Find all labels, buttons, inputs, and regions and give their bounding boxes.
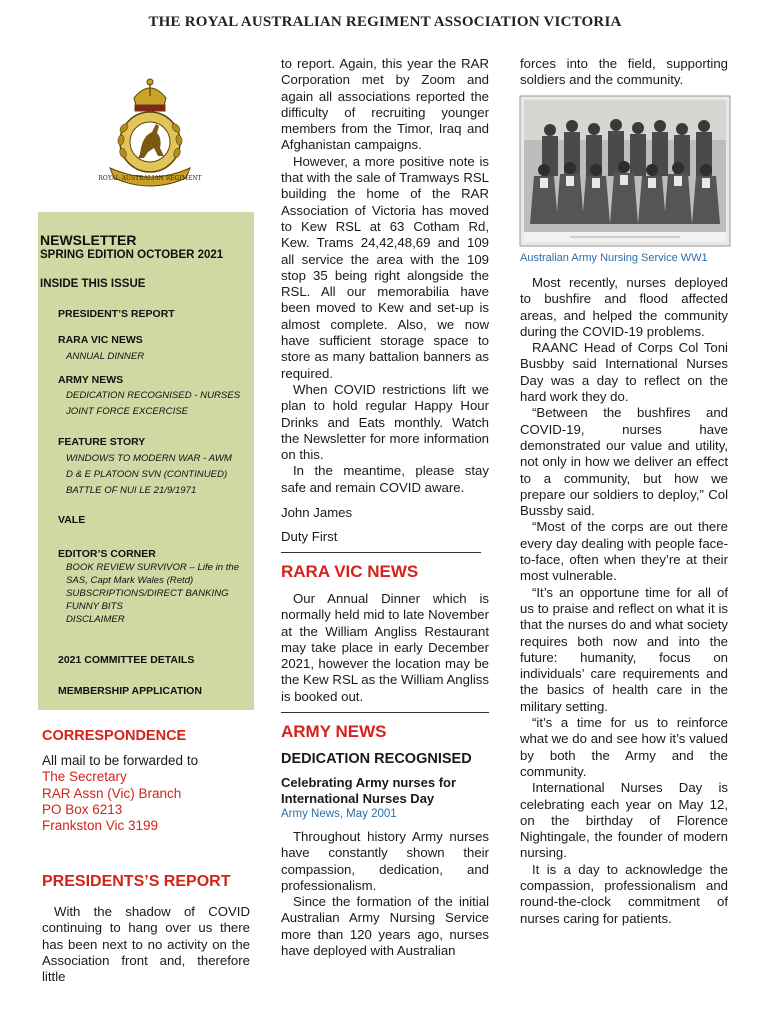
toc-committee: 2021 COMMITTEE DETAILS [58, 654, 195, 666]
toc-editor-item: SUBSCRIPTIONS/DIRECT BANKING [66, 588, 229, 599]
toc-editors-corner: EDITOR’S CORNER [58, 548, 156, 560]
dedication-recognised-heading: DEDICATION RECOGNISED [281, 751, 472, 767]
paragraph: to report. Again, this year the RAR Corporation met by Zoom and again all associations reported the difficulty of recruiting younger members from the Timor, Iraq and Afghanistan campaigns. [281, 56, 489, 153]
table-of-contents-panel [38, 212, 254, 710]
paragraph: When COVID restrictions lift we plan to hold regular Happy Hour Drinks and Eats monthly. Watch the Newsletter for more information on this. [281, 381, 489, 463]
paragraph: However, a more positive note is that with the sale of Tramways RSL building the home of the RAR Association of Victoria has moved to Kew RSL at 63 Cotham Rd, Kew. Trams 24,42,48,69 and 109 all service the area with the 109 stop 35 being right alongside the RSL. All our memorabilia have been moved to Kew and set-up is almost complete. Also, we now have sufficient storage space to store as many battalion banners as required. [281, 153, 489, 381]
address-line: Frankston Vic 3199 [42, 818, 159, 834]
army-news-column-three [520, 275, 728, 927]
section-divider [281, 552, 481, 553]
paragraph: Most recently, nurses deployed to bushfire and flood affected areas, and helped the community during the COVID-19 problems. [520, 275, 728, 339]
paragraph: RAANC Head of Corps Col Toni Busbby said International Nurses Day was a day to reflect on the hard work they do. [520, 340, 728, 405]
signature-title: Duty First [281, 529, 338, 544]
toc-army-news: ARMY NEWS [58, 374, 124, 386]
correspondence-block [42, 753, 198, 834]
toc-feature-item: D & E PLATOON SVN (CONTINUED) [66, 469, 228, 480]
paragraph: In the meantime, please stay safe and remain COVID aware. [281, 463, 489, 495]
correspondence-intro: All mail to be forwarded to [42, 753, 199, 768]
toc-membership: MEMBERSHIP APPLICATION [58, 685, 202, 697]
toc-editor-item: BOOK REVIEW SURVIVOR – Life in the [66, 562, 240, 573]
photo-caption: Australian Army Nursing Service WW1 [520, 252, 708, 264]
toc-editor-item: DISCLAIMER [66, 614, 125, 625]
address-line: RAR Assn (Vic) Branch [42, 785, 182, 801]
toc-rara-vic-news: RARA VIC NEWS [58, 334, 143, 346]
newsletter-title: NEWSLETTER [40, 232, 137, 248]
paragraph: Throughout history Army nurses have constantly shown their compassion, dedication, and professionalism. [281, 829, 489, 893]
toc-feature-story: FEATURE STORY [58, 436, 146, 448]
toc-feature-item: BATTLE OF NUI LE 21/9/1971 [66, 485, 197, 496]
paragraph: “It’s an opportune time for all of us to praise and reflect on what it is that the nurses do and what society requires both now and into the future: humanity, focus on individuals’ care requirements and the basics of health care in the military setting. [520, 584, 728, 714]
paragraph: With the shadow of COVID continuing to hang over us there has been next to no activity on the Association front and, therefore little [42, 904, 250, 985]
toc-presidents-report: PRESIDENT’S REPORT [58, 308, 175, 320]
nurses-group-photo [520, 96, 730, 246]
army-news-body [281, 829, 489, 959]
paragraph: Since the formation of the initial Australian Army Nursing Service more than 120 years ago, nurses have deployed with Australian [281, 894, 489, 959]
toc-feature-item: WINDOWS TO MODERN WAR - AWM [66, 453, 232, 464]
inside-heading: INSIDE THIS ISSUE [40, 278, 146, 290]
presidents-report-heading: PRESIDENTS’S REPORT [42, 873, 231, 890]
paragraph: forces into the field, supporting soldiers and the community. [520, 56, 728, 88]
paragraph: International Nurses Day is celebrating each year on May 12, on the birthday of Florence Nightingale, the founder of modern nursing. [520, 780, 728, 861]
signature-name: John James [281, 505, 353, 520]
correspondence-heading: CORRESPONDENCE [42, 728, 187, 744]
army-news-continued [520, 56, 728, 89]
paragraph: “it’s a time for us to reinforce what we do and see how it’s valued by both the Army and the community. [520, 715, 728, 779]
article-title: Celebrating Army nurses for International Nurses Day [281, 775, 457, 806]
presidents-report-start [42, 904, 250, 985]
army-news-heading: ARMY NEWS [281, 722, 387, 741]
address-line: The Secretary [42, 769, 127, 785]
toc-annual-dinner: ANNUAL DINNER [66, 351, 145, 362]
paragraph: “Between the bushfires and COVID-19, nurses have demonstrated our value and utility, not only in how we deliver an effect to a community, but how we prepare our soldiers to deploy,” Col Bussby said. [520, 405, 728, 519]
toc-army-item: JOINT FORCE EXCERCISE [66, 406, 189, 417]
regiment-crest-logo [98, 76, 202, 188]
toc-editor-item: SAS, Capt Mark Wales (Retd) [66, 575, 194, 586]
crest-banner-text: ROYAL AUSTRALIAN REGIMENT [98, 175, 202, 182]
article-source: Army News, May 2001 [281, 808, 397, 820]
paragraph: “Most of the corps are out there every day dealing with people face-to-face, often when they’re at their most vulnerable. [520, 519, 728, 584]
masthead: THE ROYAL AUSTRALIAN REGIMENT ASSOCIATION VICTORIA [148, 14, 622, 30]
address-line: PO Box 6213 [42, 801, 123, 817]
toc-army-item: DEDICATION RECOGNISED - NURSES [66, 390, 241, 401]
paragraph: It is a day to acknowledge the compassion, professionalism and round-the-clock commitment of nurses caring for patients. [520, 861, 728, 926]
section-divider [281, 712, 489, 713]
paragraph: Our Annual Dinner which is normally held mid to late November at the William Angliss Restaurant may take place in early December 2021, however the location may be the Kew RSL as the William Angliss is booked out. [281, 591, 489, 704]
toc-vale: VALE [58, 514, 86, 526]
toc-editor-item: FUNNY BITS [66, 601, 123, 612]
rara-vic-news-body [281, 591, 489, 705]
rara-vic-news-heading: RARA VIC NEWS [281, 562, 419, 581]
edition-label: SPRING EDITION OCTOBER 2021 [40, 249, 224, 261]
presidents-report-continued [281, 56, 489, 496]
